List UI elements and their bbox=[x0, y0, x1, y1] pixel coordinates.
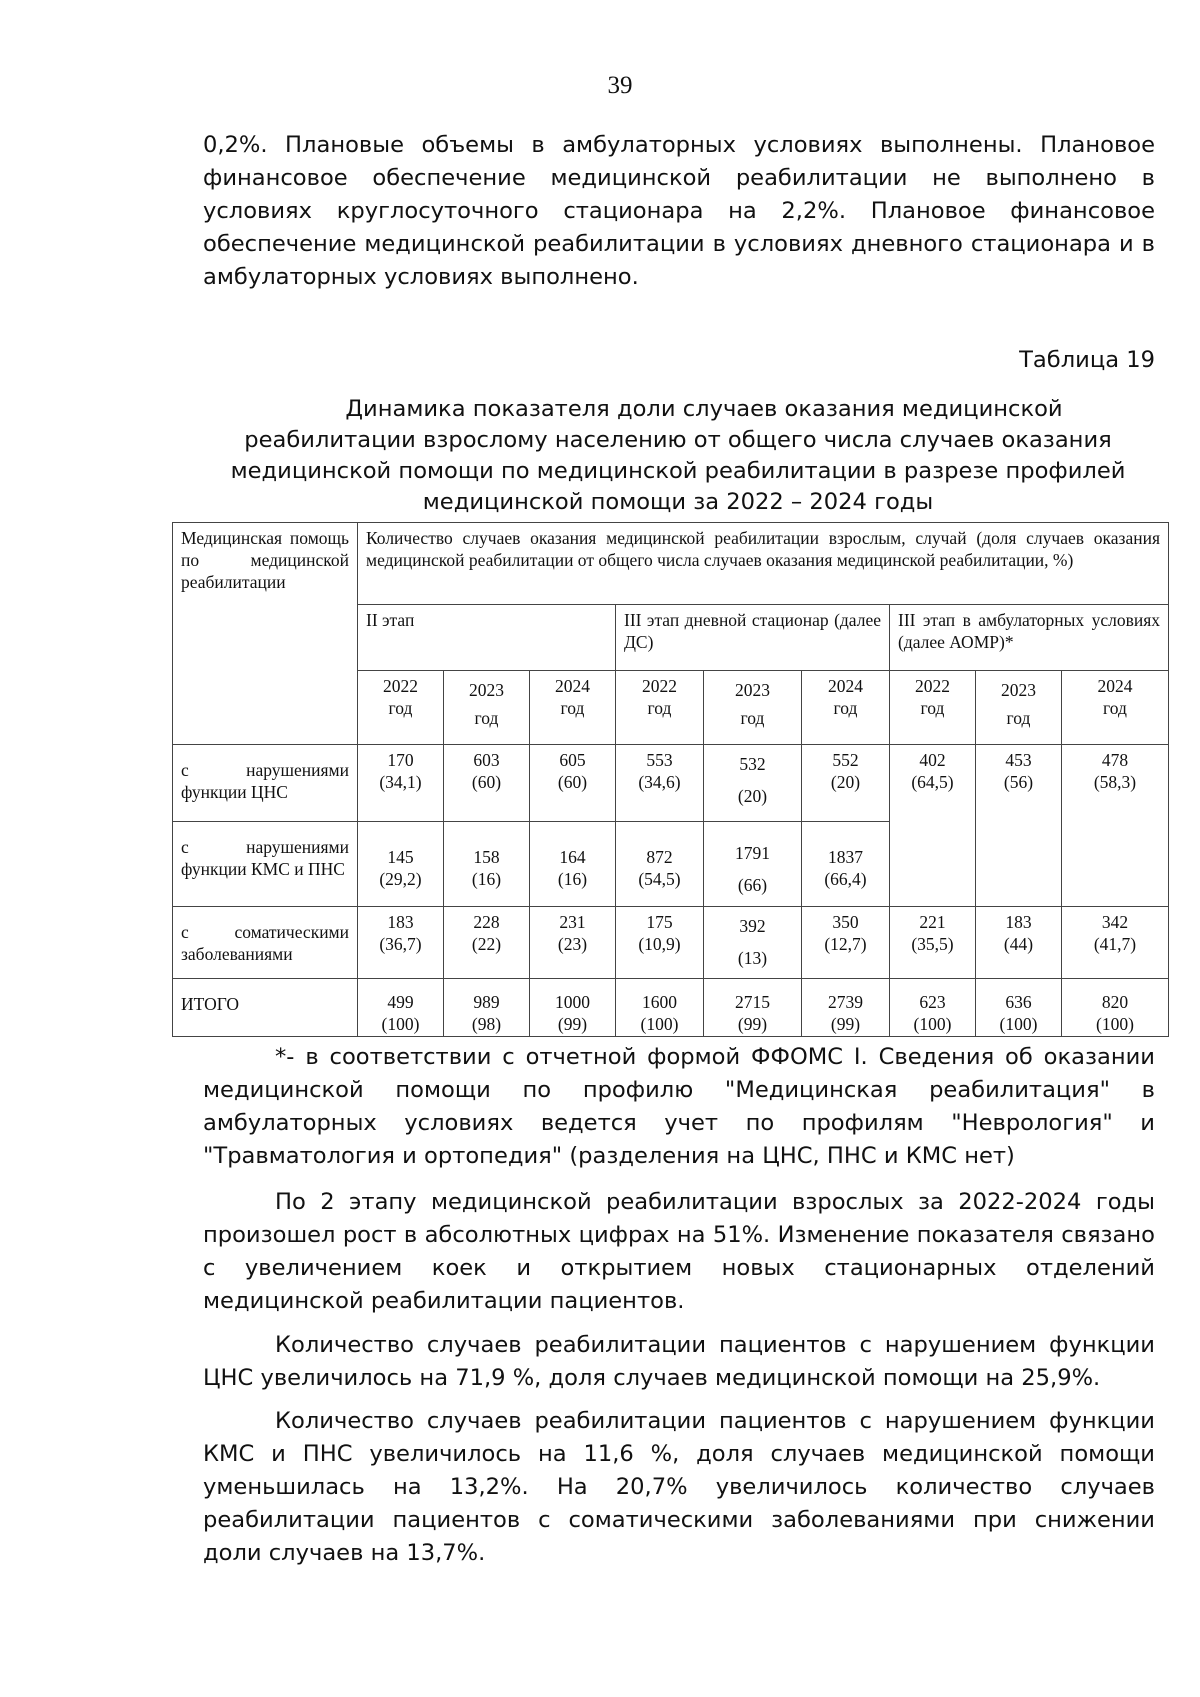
table-row bbox=[173, 907, 1169, 979]
body-paragraph: Количество случаев реабилитации пациентов с нарушением функции ЦНС увеличилось на 71,9 %, доля случаев медицинской помощи на 25,9%. bbox=[203, 1332, 1155, 1391]
table-title-line: Динамика показателя доли случаев оказания медицинской bbox=[345, 396, 1063, 422]
year-header: 2022 год bbox=[358, 671, 444, 745]
year-header: 2023 год bbox=[704, 671, 802, 745]
stage-header-ds: III этап дневной стационар (далее ДС) bbox=[616, 605, 890, 671]
merged-aomr-cell: 478 (58,3) bbox=[1062, 745, 1169, 907]
merged-aomr-cell: 402 (64,5) bbox=[890, 745, 976, 907]
data-cell: 183 (36,7) bbox=[358, 907, 444, 979]
year-header: 2022 год bbox=[616, 671, 704, 745]
data-cell: 231 (23) bbox=[530, 907, 616, 979]
data-cell: 552 (20) bbox=[802, 745, 890, 822]
row-label: с нарушениями функции ЦНС bbox=[173, 745, 358, 822]
page-number: 39 bbox=[607, 72, 633, 99]
data-cell: 623 (100) bbox=[890, 979, 976, 1037]
stage-header-aomr: III этап в амбулаторных условиях (далее АОМР)* bbox=[890, 605, 1169, 671]
data-cell: 158 (16) bbox=[444, 822, 530, 907]
table-title-line: медицинской помощи за 2022 – 2024 годы bbox=[422, 489, 934, 515]
stage-header-ii: II этап bbox=[358, 605, 616, 671]
data-cell: 636 (100) bbox=[976, 979, 1062, 1037]
table-row-total bbox=[173, 979, 1169, 1037]
table-title-line: медицинской помощи по медицинской реабилитации в разрезе профилей bbox=[230, 458, 1126, 484]
data-cell: 499 (100) bbox=[358, 979, 444, 1037]
data-cell: 1791 (66) bbox=[704, 822, 802, 907]
data-cell: 164 (16) bbox=[530, 822, 616, 907]
data-cell: 175 (10,9) bbox=[616, 907, 704, 979]
footnote: *- в соответствии с отчетной формой ФФОМС I. Сведения об оказании медицинской помощи по профилю "Медицинская реабилитация" в амбулаторных условиях ведется учет по профилям "Неврология" и "Травматология и ортопедия" (разделения на ЦНС, ПНС и КМС нет) bbox=[203, 1044, 1155, 1169]
group-header: Количество случаев оказания медицинской реабилитации взрослым, случай (доля случаев оказания медицинской реабилитации от общего числа случаев оказания медицинской реабилитации, %) bbox=[358, 523, 1169, 605]
row-label: с соматическими заболеваниями bbox=[173, 907, 358, 979]
year-header: 2024 год bbox=[1062, 671, 1169, 745]
rehabilitation-table bbox=[172, 522, 1169, 1037]
data-cell: 392 (13) bbox=[704, 907, 802, 979]
year-header: 2024 год bbox=[802, 671, 890, 745]
data-cell: 1600 (100) bbox=[616, 979, 704, 1037]
data-cell: 145 (29,2) bbox=[358, 822, 444, 907]
data-cell: 2715 (99) bbox=[704, 979, 802, 1037]
row-label: ИТОГО bbox=[173, 979, 358, 1037]
data-cell: 183 (44) bbox=[976, 907, 1062, 979]
merged-aomr-cell: 453 (56) bbox=[976, 745, 1062, 907]
data-cell: 228 (22) bbox=[444, 907, 530, 979]
year-header: 2023 год bbox=[444, 671, 530, 745]
data-cell: 872 (54,5) bbox=[616, 822, 704, 907]
data-cell: 221 (35,5) bbox=[890, 907, 976, 979]
data-cell: 989 (98) bbox=[444, 979, 530, 1037]
year-header: 2022 год bbox=[890, 671, 976, 745]
data-cell: 532 (20) bbox=[704, 745, 802, 822]
data-cell: 170 (34,1) bbox=[358, 745, 444, 822]
intro-paragraph: 0,2%. Плановые объемы в амбулаторных условиях выполнены. Плановое финансовое обеспечение медицинской реабилитации не выполнено в условиях круглосуточного стационара на 2,2%. Плановое финансовое обеспечение медицинской реабилитации в условиях дневного стационара и в амбулаторных условиях выполнено. bbox=[203, 132, 1155, 290]
data-cell: 1000 (99) bbox=[530, 979, 616, 1037]
data-cell: 820 (100) bbox=[1062, 979, 1169, 1037]
table-label: Таблица 19 bbox=[1019, 347, 1155, 373]
data-cell: 605 (60) bbox=[530, 745, 616, 822]
data-cell: 342 (41,7) bbox=[1062, 907, 1169, 979]
data-cell: 350 (12,7) bbox=[802, 907, 890, 979]
body-paragraph: По 2 этапу медицинской реабилитации взрослых за 2022-2024 годы произошел рост в абсолютных цифрах на 51%. Изменение показателя связано с увеличением коек и открытием новых стационарных отделений медицинской реабилитации пациентов. bbox=[203, 1189, 1155, 1314]
corner-header: Медицинская помощь по медицинской реабилитации bbox=[173, 523, 358, 745]
data-cell: 603 (60) bbox=[444, 745, 530, 822]
data-cell: 553 (34,6) bbox=[616, 745, 704, 822]
data-cell: 2739 (99) bbox=[802, 979, 890, 1037]
table-title-line: реабилитации взрослому населению от общего числа случаев оказания bbox=[244, 427, 1112, 453]
row-label: с нарушениями функции КМС и ПНС bbox=[173, 822, 358, 907]
body-paragraph: Количество случаев реабилитации пациентов с нарушением функции КМС и ПНС увеличилось на 11,6 %, доля случаев медицинской помощи уменьшилась на 13,2%. На 20,7% увеличилось количество случаев реабилитации пациентов с соматическими заболеваниями при снижении доли случаев на 13,7%. bbox=[203, 1408, 1155, 1566]
year-header: 2024 год bbox=[530, 671, 616, 745]
year-header: 2023 год bbox=[976, 671, 1062, 745]
table-row bbox=[173, 745, 1169, 822]
data-cell: 1837 (66,4) bbox=[802, 822, 890, 907]
table-title bbox=[200, 394, 1156, 518]
